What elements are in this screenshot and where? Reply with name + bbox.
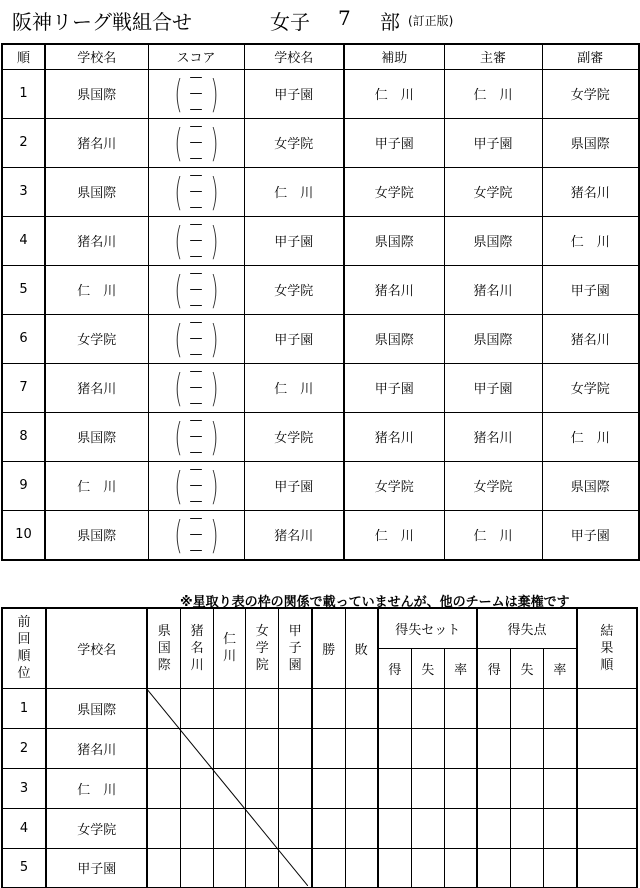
result-cell: [544, 848, 577, 888]
match-schedule-table: [1, 43, 640, 561]
score: [148, 412, 244, 461]
header-losses: 敗: [345, 608, 378, 688]
result-cell: [345, 728, 378, 768]
main-referee: 女学院: [444, 167, 542, 216]
sub-referee: 県国際: [542, 461, 639, 510]
standings-table: [1, 607, 638, 888]
match-number: 7: [2, 363, 45, 412]
main-referee: 甲子園: [444, 363, 542, 412]
away-school: 仁 川: [244, 363, 344, 412]
score-placeholder: [149, 413, 244, 461]
left-bracket: (: [174, 316, 183, 361]
forfeit-note: ※星取り表の枠の関係で載っていませんが、他のチームは棄権です: [180, 595, 570, 610]
result-cell: [378, 728, 411, 768]
result-cell: [511, 728, 544, 768]
division-number: 7: [338, 6, 351, 30]
sub-referee: 女学院: [542, 363, 639, 412]
result-cell: [411, 688, 444, 728]
result-cell: [312, 688, 345, 728]
school-name: 県国際: [46, 688, 147, 728]
aux-official: 女学院: [344, 167, 444, 216]
header-aux: 補助: [344, 44, 444, 69]
result-cell: [511, 688, 544, 728]
score-dashes: [190, 315, 203, 363]
result-cell: [345, 808, 378, 848]
main-referee: 県国際: [444, 314, 542, 363]
result-cell: [214, 848, 246, 888]
home-school: 県国際: [45, 510, 148, 560]
home-school: 仁 川: [45, 461, 148, 510]
result-cell: [544, 768, 577, 808]
header-point-rate: 率: [544, 648, 577, 688]
header-char: 川: [190, 657, 204, 673]
header-result-rank: [577, 608, 637, 688]
result-cell: [511, 848, 544, 888]
score-dashes: [190, 119, 203, 167]
result-cell: [577, 688, 637, 728]
school-name: 仁 川: [46, 768, 147, 808]
header-char: 結: [600, 623, 614, 639]
right-bracket: ): [209, 71, 218, 116]
score-dash: —: [189, 428, 203, 444]
score-dashes: [190, 462, 203, 510]
version-label: (訂正版): [408, 14, 454, 28]
header-school-home: 学校名: [45, 44, 148, 69]
score-dash: —: [189, 167, 203, 183]
result-cell: [345, 768, 378, 808]
right-bracket: ): [209, 120, 218, 165]
away-school: 甲子園: [244, 69, 344, 118]
left-bracket: (: [174, 365, 183, 410]
result-cell: [477, 728, 510, 768]
header-char: 女: [255, 623, 269, 639]
main-referee: 仁 川: [444, 69, 542, 118]
schedule-row: [2, 118, 639, 167]
away-school: 甲子園: [244, 314, 344, 363]
score: [148, 216, 244, 265]
aux-official: 仁 川: [344, 510, 444, 560]
result-cell: [246, 848, 279, 888]
away-school: 仁 川: [244, 167, 344, 216]
right-bracket: ): [209, 267, 218, 312]
score-dashes: [190, 364, 203, 412]
score-dash: —: [189, 150, 203, 166]
result-cell: [577, 768, 637, 808]
sub-referee: 甲子園: [542, 265, 639, 314]
right-bracket: ): [209, 512, 218, 557]
result-cell: [181, 688, 214, 728]
result-cell: [147, 688, 180, 728]
main-referee: 甲子園: [444, 118, 542, 167]
main-referee: 猪名川: [444, 412, 542, 461]
header-opp-inagawa: [181, 608, 214, 688]
right-bracket: ): [209, 414, 218, 459]
sub-referee: 仁 川: [542, 412, 639, 461]
match-number: 9: [2, 461, 45, 510]
schedule-row: [2, 167, 639, 216]
score-dash: —: [189, 493, 203, 509]
right-bracket: ): [209, 463, 218, 508]
schedule-row: [2, 69, 639, 118]
result-cell: [511, 768, 544, 808]
score-dash: —: [189, 330, 203, 346]
score-dash: —: [189, 69, 203, 85]
schedule-row: [2, 363, 639, 412]
header-point-gain: 得: [477, 648, 510, 688]
left-bracket: (: [174, 120, 183, 165]
school-name: 女学院: [46, 808, 147, 848]
prev-rank: 4: [2, 808, 46, 848]
left-bracket: (: [174, 512, 183, 557]
sub-referee: 女学院: [542, 69, 639, 118]
result-cell: [181, 768, 214, 808]
result-cell: [312, 728, 345, 768]
result-cell: [279, 688, 312, 728]
header-point-loss: 失: [511, 648, 544, 688]
score-placeholder: [149, 511, 244, 559]
aux-official: 仁 川: [344, 69, 444, 118]
schedule-header-row: [2, 44, 639, 69]
result-cell: [345, 848, 378, 888]
division-label: 部: [380, 10, 400, 34]
score: [148, 363, 244, 412]
match-number: 1: [2, 69, 45, 118]
result-cell: [181, 848, 214, 888]
result-cell: [444, 688, 477, 728]
header-prev-rank: [2, 608, 46, 688]
score-dash: —: [189, 346, 203, 362]
header-order: 順: [2, 44, 45, 69]
result-cell: [312, 768, 345, 808]
score-dash: —: [189, 461, 203, 477]
result-cell: [147, 768, 180, 808]
result-cell: [444, 728, 477, 768]
home-school: 女学院: [45, 314, 148, 363]
right-bracket: ): [209, 365, 218, 410]
aux-official: 県国際: [344, 216, 444, 265]
score-dash: —: [189, 542, 203, 558]
result-cell: [444, 768, 477, 808]
result-cell: [444, 848, 477, 888]
header-char: 回: [17, 632, 31, 648]
category-label: 女子: [270, 10, 310, 34]
score-placeholder: [149, 315, 244, 363]
sub-referee: 仁 川: [542, 216, 639, 265]
header-set-loss: 失: [411, 648, 444, 688]
score-dashes: [190, 413, 203, 461]
score-placeholder: [149, 266, 244, 314]
result-cell: [181, 808, 214, 848]
left-bracket: (: [174, 463, 183, 508]
score-dashes: [190, 511, 203, 559]
score: [148, 314, 244, 363]
score-dash: —: [189, 444, 203, 460]
prev-rank: 2: [2, 728, 46, 768]
home-school: 県国際: [45, 167, 148, 216]
header-char: 位: [17, 666, 31, 682]
score-placeholder: [149, 364, 244, 412]
score-placeholder: [149, 168, 244, 216]
score: [148, 118, 244, 167]
result-cell: [312, 808, 345, 848]
away-school: 女学院: [244, 412, 344, 461]
schedule-row: [2, 314, 639, 363]
result-cell: [378, 688, 411, 728]
header-opp-nigawa: [214, 608, 246, 688]
sub-referee: 猪名川: [542, 314, 639, 363]
schedule-row: [2, 265, 639, 314]
score-dashes: [190, 70, 203, 118]
result-cell: [147, 728, 180, 768]
schedule-row: [2, 510, 639, 560]
main-referee: 仁 川: [444, 510, 542, 560]
score-placeholder: [149, 70, 244, 118]
score-dashes: [190, 217, 203, 265]
main-referee: 県国際: [444, 216, 542, 265]
home-school: 猪名川: [45, 216, 148, 265]
header-wins: 勝: [312, 608, 345, 688]
match-number: 8: [2, 412, 45, 461]
away-school: 猪名川: [244, 510, 344, 560]
right-bracket: ): [209, 316, 218, 361]
standings-header-row-1: [2, 608, 637, 648]
result-cell: [147, 848, 180, 888]
main-referee: 女学院: [444, 461, 542, 510]
header-opp-koshien: [279, 608, 312, 688]
school-name: 猪名川: [46, 728, 147, 768]
sub-referee: 県国際: [542, 118, 639, 167]
result-cell: [544, 728, 577, 768]
result-cell: [577, 808, 637, 848]
result-cell: [279, 848, 312, 888]
score: [148, 510, 244, 560]
score-dash: —: [189, 314, 203, 330]
header-set-gain: 得: [378, 648, 411, 688]
score: [148, 69, 244, 118]
score-dash: —: [189, 232, 203, 248]
page-header: [0, 0, 640, 40]
aux-official: 甲子園: [344, 363, 444, 412]
sub-referee: 甲子園: [542, 510, 639, 560]
home-school: 猪名川: [45, 118, 148, 167]
score-placeholder: [149, 462, 244, 510]
result-cell: [279, 808, 312, 848]
prev-rank: 1: [2, 688, 46, 728]
result-cell: [411, 848, 444, 888]
score-placeholder: [149, 119, 244, 167]
main-referee: 猪名川: [444, 265, 542, 314]
score-dash: —: [189, 379, 203, 395]
result-cell: [577, 728, 637, 768]
match-number: 6: [2, 314, 45, 363]
score-dash: —: [189, 363, 203, 379]
aux-official: 猪名川: [344, 265, 444, 314]
score-dash: —: [189, 101, 203, 117]
result-cell: [214, 808, 246, 848]
standings-row: [2, 728, 637, 768]
aux-official: 女学院: [344, 461, 444, 510]
header-set-rate: 率: [444, 648, 477, 688]
away-school: 女学院: [244, 118, 344, 167]
right-bracket: ): [209, 218, 218, 263]
header-score: スコア: [148, 44, 244, 69]
header-char: 前: [17, 615, 31, 631]
result-cell: [312, 848, 345, 888]
score-dash: —: [189, 395, 203, 411]
header-school-away: 学校名: [244, 44, 344, 69]
result-cell: [577, 848, 637, 888]
header-char: 学: [255, 640, 269, 656]
score: [148, 461, 244, 510]
score-dash: —: [189, 134, 203, 150]
result-cell: [544, 688, 577, 728]
header-char: 甲: [288, 623, 302, 639]
header-char: 川: [223, 649, 237, 665]
header-char: 子: [288, 640, 302, 656]
match-number: 5: [2, 265, 45, 314]
aux-official: 県国際: [344, 314, 444, 363]
header-char: 国: [157, 640, 171, 656]
left-bracket: (: [174, 71, 183, 116]
header-sub-ref: 副審: [542, 44, 639, 69]
schedule-row: [2, 461, 639, 510]
header-char: 仁: [223, 632, 237, 648]
result-cell: [279, 728, 312, 768]
result-cell: [378, 768, 411, 808]
schedule-row: [2, 412, 639, 461]
page-title: 阪神リーグ戦組合せ: [12, 10, 192, 34]
home-school: 県国際: [45, 69, 148, 118]
match-number: 10: [2, 510, 45, 560]
left-bracket: (: [174, 169, 183, 214]
header-char: 果: [600, 640, 614, 656]
score: [148, 265, 244, 314]
result-cell: [181, 728, 214, 768]
home-school: 県国際: [45, 412, 148, 461]
score: [148, 167, 244, 216]
header-char: 県: [157, 623, 171, 639]
score-dashes: [190, 168, 203, 216]
prev-rank: 3: [2, 768, 46, 808]
score-dash: —: [189, 199, 203, 215]
result-cell: [279, 768, 312, 808]
result-cell: [477, 848, 510, 888]
away-school: 甲子園: [244, 216, 344, 265]
score-dash: —: [189, 248, 203, 264]
result-cell: [378, 848, 411, 888]
result-cell: [246, 728, 279, 768]
home-school: 仁 川: [45, 265, 148, 314]
score-dashes: [190, 266, 203, 314]
away-school: 女学院: [244, 265, 344, 314]
score-dash: —: [189, 183, 203, 199]
score-dash: —: [189, 265, 203, 281]
left-bracket: (: [174, 267, 183, 312]
score-dash: —: [189, 412, 203, 428]
header-char: 猪: [190, 623, 204, 639]
result-cell: [246, 808, 279, 848]
header-set-diff: 得失セット: [378, 608, 477, 648]
result-cell: [477, 808, 510, 848]
header-char: 際: [157, 657, 171, 673]
prev-rank: 5: [2, 848, 46, 888]
score-dash: —: [189, 510, 203, 526]
header-char: 園: [288, 657, 302, 673]
score-dash: —: [189, 281, 203, 297]
result-cell: [214, 688, 246, 728]
header-main-ref: 主審: [444, 44, 542, 69]
header-opp-jogakuin: [246, 608, 279, 688]
away-school: 甲子園: [244, 461, 344, 510]
header-char: 順: [17, 649, 31, 665]
standings-row: [2, 848, 637, 888]
header-char: 順: [600, 657, 614, 673]
match-number: 4: [2, 216, 45, 265]
match-number: 2: [2, 118, 45, 167]
aux-official: 甲子園: [344, 118, 444, 167]
score-dash: —: [189, 85, 203, 101]
result-cell: [246, 688, 279, 728]
result-cell: [246, 768, 279, 808]
result-cell: [345, 688, 378, 728]
standings-row: [2, 808, 637, 848]
score-placeholder: [149, 217, 244, 265]
score-dash: —: [189, 216, 203, 232]
header-char: 院: [255, 657, 269, 673]
header-school: 学校名: [46, 608, 147, 688]
result-cell: [411, 808, 444, 848]
score-dash: —: [189, 297, 203, 313]
result-cell: [214, 728, 246, 768]
standings-row: [2, 688, 637, 728]
header-opp-kenkokusai: [147, 608, 180, 688]
left-bracket: (: [174, 218, 183, 263]
result-cell: [378, 808, 411, 848]
result-cell: [544, 808, 577, 848]
sub-referee: 猪名川: [542, 167, 639, 216]
result-cell: [477, 688, 510, 728]
result-cell: [411, 728, 444, 768]
left-bracket: (: [174, 414, 183, 459]
school-name: 甲子園: [46, 848, 147, 888]
standings-row: [2, 768, 637, 808]
result-cell: [214, 768, 246, 808]
result-cell: [511, 808, 544, 848]
match-number: 3: [2, 167, 45, 216]
header-char: 名: [190, 640, 204, 656]
score-dash: —: [189, 477, 203, 493]
schedule-row: [2, 216, 639, 265]
aux-official: 猪名川: [344, 412, 444, 461]
result-cell: [477, 768, 510, 808]
result-cell: [147, 808, 180, 848]
result-cell: [411, 768, 444, 808]
right-bracket: ): [209, 169, 218, 214]
result-cell: [444, 808, 477, 848]
score-dash: —: [189, 118, 203, 134]
home-school: 猪名川: [45, 363, 148, 412]
header-point-diff: 得失点: [477, 608, 576, 648]
score-dash: —: [189, 526, 203, 542]
